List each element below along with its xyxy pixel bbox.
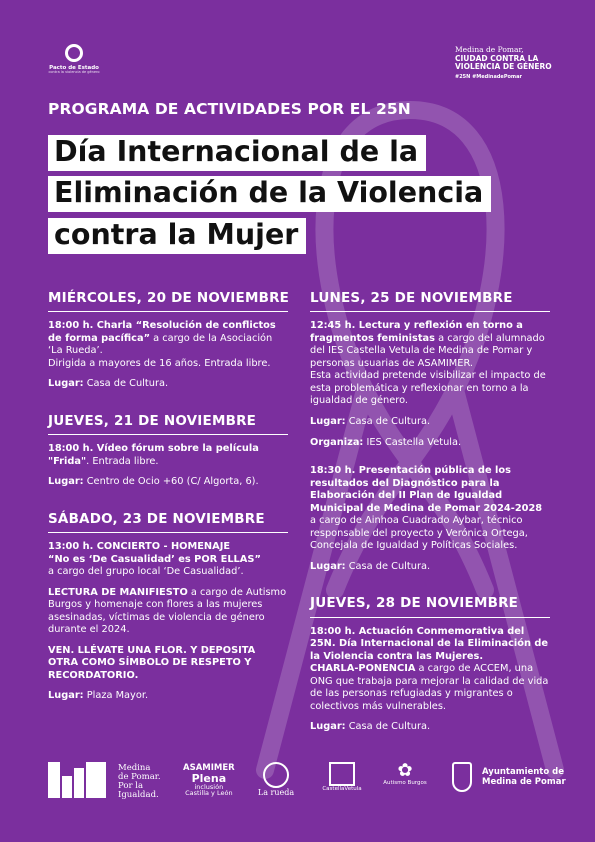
call-to-action: VEN. LLÉVATE UNA FLOR. Y DEPOSITA OTRA COMO SÍMBOLO DE RESPETO Y RECORDATORIO. [48, 644, 256, 681]
place-value: Centro de Ocio +60 (C/ Algorta, 6). [83, 476, 259, 488]
place-value: Plaza Mayor. [83, 690, 149, 702]
event-place [48, 476, 288, 489]
sponsor-logos [0, 758, 595, 808]
medina-line-2: de Pomar. [118, 771, 161, 782]
castella-vetula-logo [322, 762, 362, 792]
asamimer-name: ASAMIMER [183, 763, 235, 773]
place-label: Lugar: [48, 378, 84, 390]
manifesto-text [48, 587, 288, 637]
place-value: Casa de Cultura. [345, 560, 431, 572]
manifesto-title: LECTURA DE MANIFIESTO [48, 586, 188, 598]
place-label: Lugar: [310, 721, 346, 733]
event-place [310, 721, 550, 734]
place-label: Lugar: [310, 415, 346, 427]
day-heading: SÁBADO, 23 DE NOVIEMBRE [48, 511, 288, 533]
day-section-thu28 [310, 595, 550, 734]
program-kicker: PROGRAMA DE ACTIVIDADES POR EL 25N [48, 100, 411, 118]
day-section-thu21 [48, 413, 288, 489]
concert-detail: a cargo del grupo local ‘De Casualidad’. [48, 566, 244, 578]
manifesto-detail: a cargo de Autismo Burgos y homenaje con flores a las mujeres asesinadas, víctimas de violencia de género durante el 2024. [48, 586, 287, 636]
city-slogan [455, 46, 585, 81]
event-text [48, 320, 288, 370]
concert-title: 13:00 h. CONCIERTO - HOMENAJE [48, 541, 231, 553]
hashtags: #25N #MedinadePomar [455, 73, 522, 80]
rueda-label: La rueda [257, 788, 295, 797]
puzzle-icon: ✿ [397, 760, 413, 781]
concert-text [48, 541, 288, 579]
left-column [48, 290, 288, 725]
event-organizer [310, 437, 550, 450]
place-label: Lugar: [48, 690, 84, 702]
title-line-3: contra la Mujer [48, 218, 306, 254]
pacto-heart-icon [65, 44, 83, 62]
pacto-name: Pacto de Estado [49, 65, 99, 71]
day-section-sat [48, 511, 288, 703]
place-value: Casa de Cultura. [345, 415, 431, 427]
day-section-mon [310, 290, 550, 573]
talk-detail: a cargo de ACCEM, una ONG que trabaja para mejorar la calidad de vida de las personas refugiadas y migrantes o colectivos más vulnerables. [310, 663, 549, 712]
event-title: 18:00 h. Actuación Conmemorativa del 25N. Día Internacional de la Eliminación de la Violencia contra las Mujeres. [310, 625, 549, 662]
event2-text [310, 465, 550, 553]
slogan-place: Medina de Pomar, [455, 45, 524, 54]
coat-of-arms-icon [452, 762, 472, 792]
event2-place [310, 561, 550, 574]
talk-title: CHARLA-PONENCIA [310, 663, 416, 675]
event-note: Dirigida a mayores de 16 años. Entrada libre. [48, 357, 271, 369]
event-title: 18:00 h. Charla “Resolución de conflictos de forma pacífica” [48, 320, 276, 344]
event-detail: . Entrada libre. [86, 455, 159, 467]
autismo-burgos-logo [380, 762, 430, 786]
place-value: Casa de Cultura. [345, 721, 431, 733]
event-title: 12:45 h. Lectura y reflexión en torno a fragmentos feministas [310, 320, 523, 344]
event2-title: 18:30 h. Presentación pública de los resultados del Diagnóstico para la Elaboración del II Plan de Igualdad Municipal de Medina de Pomar 2024-2028 [310, 465, 543, 514]
place-label: Lugar: [310, 560, 346, 572]
slogan-line-1: CIUDAD CONTRA LA [455, 53, 539, 63]
event-place [310, 416, 550, 429]
ayto-line-2: Medina de Pomar [482, 776, 566, 787]
castella-label: CastellaVetula [322, 786, 362, 792]
event2-detail: a cargo de Ainhoa Cuadrado Aybar, técnico responsable del proyecto y Verónica Ortega, Concejala de Igualdad y Políticas Sociales. [310, 515, 528, 552]
event-text [310, 626, 550, 664]
asamimer-logo [183, 764, 235, 797]
ayto-line-1: Ayuntamiento de [482, 767, 565, 777]
day-heading: LUNES, 25 DE NOVIEMBRE [310, 290, 550, 312]
event-text [310, 320, 550, 408]
concert-subtitle: “No es ‘De Casualidad’ es POR ELLAS” [48, 553, 261, 565]
medina-igualdad-logo-text [118, 764, 161, 800]
pacto-tagline: contra la violencia de género [48, 70, 100, 75]
wheel-icon [263, 762, 289, 788]
medina-line-1: Medina [118, 763, 151, 773]
castle-icon [329, 762, 355, 786]
right-column [310, 290, 550, 756]
org-value: IES Castella Vetula. [363, 436, 462, 448]
ayuntamiento-logo-text [482, 768, 566, 788]
plena-label: Plena [191, 771, 227, 785]
la-rueda-logo [255, 762, 297, 797]
place-label: Lugar: [48, 476, 84, 488]
medina-line-4: Igualdad. [118, 789, 159, 800]
event-place [48, 690, 288, 703]
region-label: Castilla y León [185, 789, 233, 797]
inclusion-label: inclusión [194, 782, 224, 791]
event-text [48, 443, 288, 468]
autismo-label: Autismo Burgos [383, 780, 427, 786]
day-heading: MIÉRCOLES, 20 DE NOVIEMBRE [48, 290, 288, 312]
event-detail: a cargo de la Asociación ‘La Rueda’. [48, 332, 273, 357]
day-heading: JUEVES, 21 DE NOVIEMBRE [48, 413, 288, 435]
medina-igualdad-logo-mark [48, 762, 106, 798]
event-note: Esta actividad pretende visibilizar el impacto de esta problemática y reflexionar en torno a la igualdad de género. [310, 370, 546, 407]
event-detail: a cargo del alumnado del IES Castella Vetula de Medina de Pomar y personas usuarias de ASAMIMER. [310, 332, 545, 369]
event-place [48, 378, 288, 391]
talk-text [310, 663, 550, 713]
day-section-wed [48, 290, 288, 391]
pacto-de-estado-logo [44, 44, 104, 75]
medina-line-3: Por la [118, 780, 144, 791]
event-title: 18:00 h. Vídeo fórum sobre la película "Frida" [48, 443, 259, 467]
org-label: Organiza: [310, 436, 364, 448]
day-heading: JUEVES, 28 DE NOVIEMBRE [310, 595, 550, 617]
slogan-line-2: VIOLENCIA DE GÉNERO [455, 62, 552, 72]
title-line-2: Eliminación de la Violencia [48, 176, 491, 212]
title-line-1: Día Internacional de la [48, 135, 426, 171]
place-value: Casa de Cultura. [83, 378, 169, 390]
